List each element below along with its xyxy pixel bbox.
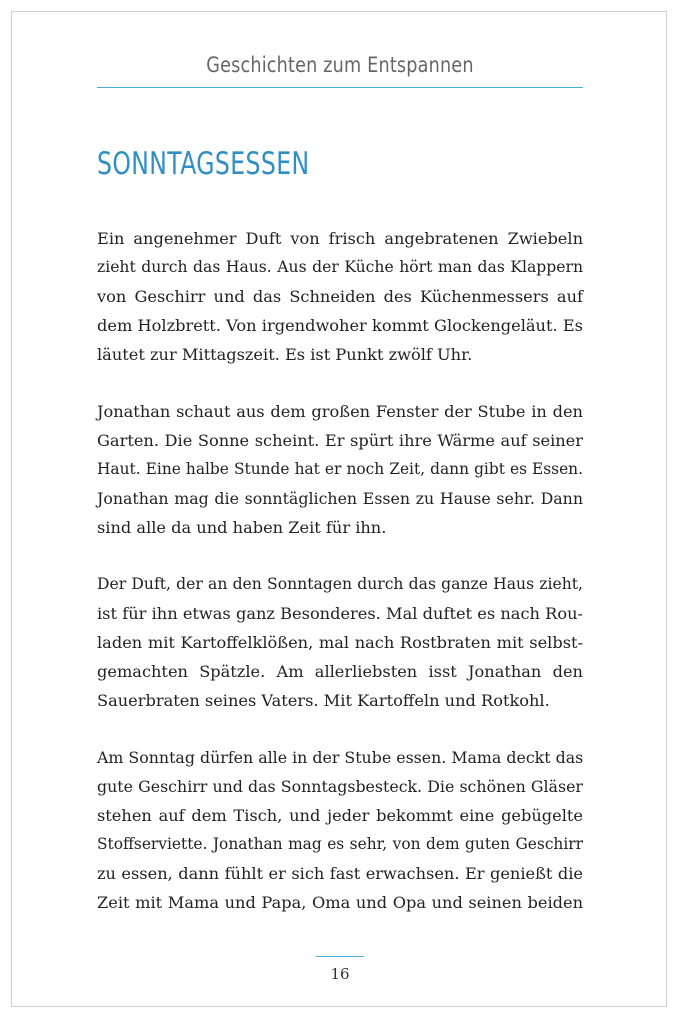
text-line: Sauerbraten seines Vaters. Mit Kartoffeln und Rotkohl. bbox=[97, 691, 550, 710]
text-line: Am Sonntag dürfen alle in der Stube essen. Mama deckt das bbox=[97, 748, 584, 767]
paragraph-2 bbox=[97, 397, 583, 542]
text-line: von Geschirr und das Schneiden des Küchenmessers auf bbox=[97, 287, 583, 306]
text-line: laden mit Kartoffelklößen, mal nach Rostbraten mit selbst- bbox=[97, 633, 583, 652]
text-line: läutet zur Mittagszeit. Es ist Punkt zwölf Uhr. bbox=[97, 345, 473, 364]
text-line: Ein angenehmer Duft von frisch angebratenen Zwiebeln bbox=[97, 229, 583, 248]
text-line: Haut. Eine halbe Stunde hat er noch Zeit, dann gibt es Essen. bbox=[97, 460, 583, 478]
body-text bbox=[97, 224, 583, 945]
text-line: Der Duft, der an den Sonntagen durch das ganze Haus zieht, bbox=[97, 575, 583, 593]
paragraph-4 bbox=[97, 743, 583, 917]
text-line: Jonathan schaut aus dem großen Fenster der Stube in den bbox=[97, 402, 583, 421]
header-rule bbox=[97, 87, 583, 88]
text-line: zieht durch das Haus. Aus der Küche hört man das Klappern bbox=[97, 258, 583, 276]
text-line: zu essen, dann fühlt er sich fast erwachsen. Er genießt die bbox=[97, 864, 583, 883]
text-line: gute Geschirr und das Sonntagsbesteck. Die schönen Gläser bbox=[97, 777, 583, 796]
footer-rule bbox=[316, 956, 364, 957]
chapter-title: SONNTAGSESSEN bbox=[97, 146, 310, 182]
text-line: Zeit mit Mama und Papa, Oma und Opa und seinen beiden bbox=[97, 893, 583, 912]
page-number: 16 bbox=[330, 965, 350, 983]
text-line: sind alle da und haben Zeit für ihn. bbox=[97, 518, 387, 537]
text-line: Jonathan mag die sonntäglichen Essen zu Hause sehr. Dann bbox=[97, 489, 583, 508]
text-line: gemachten Spätzle. Am allerliebsten isst Jonathan den bbox=[97, 662, 583, 681]
text-line: Stoffserviette. Jonathan mag es sehr, von dem guten Geschirr bbox=[97, 835, 583, 853]
text-line: Garten. Die Sonne scheint. Er spürt ihre Wärme auf seiner bbox=[97, 431, 583, 450]
paragraph-3 bbox=[97, 570, 583, 715]
text-line: dem Holzbrett. Von irgendwoher kommt Glockengeläut. Es bbox=[97, 316, 583, 335]
text-line: ist für ihn etwas ganz Besonderes. Mal duftet es nach Rou- bbox=[97, 604, 583, 623]
running-header: Geschichten zum Entspannen bbox=[206, 53, 474, 77]
text-line: stehen auf dem Tisch, und jeder bekommt eine gebügelte bbox=[97, 806, 583, 825]
paragraph-1 bbox=[97, 224, 583, 369]
